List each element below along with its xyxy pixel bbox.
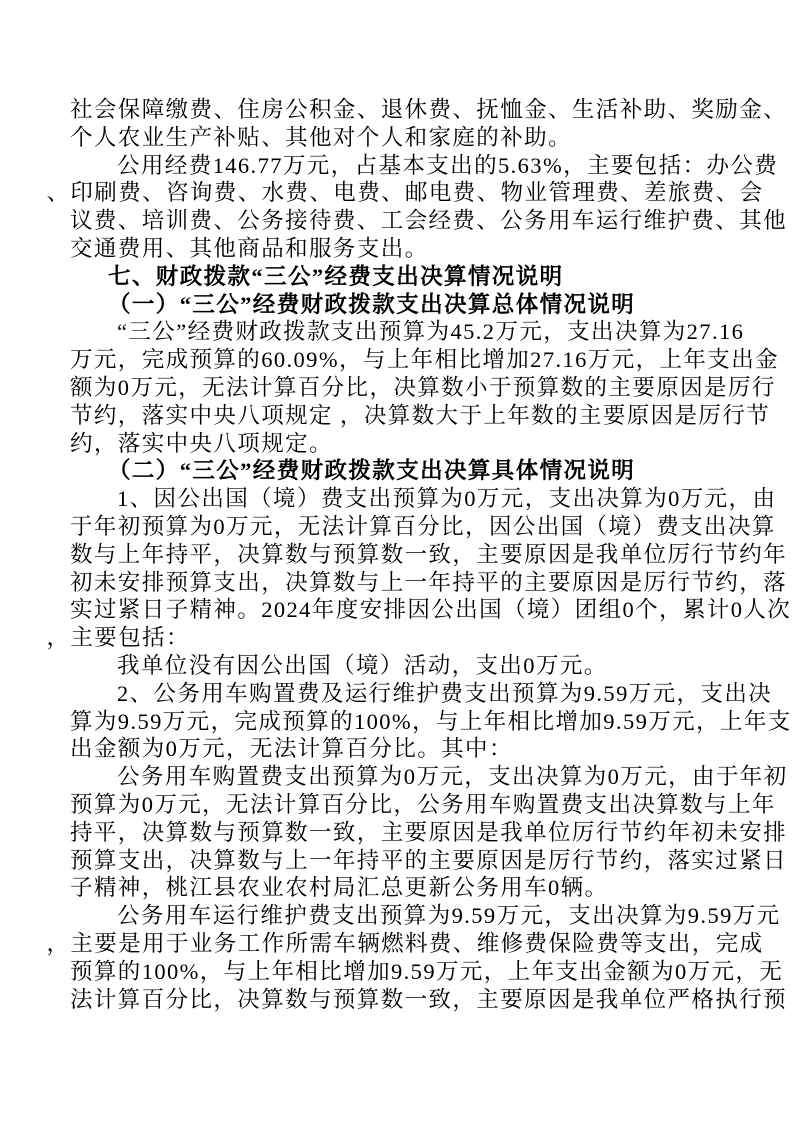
text-line: 个人农业生产补贴、其他对个人和家庭的补助。 (70, 124, 572, 150)
text-line: 公务用车购置费支出预算为0万元，支出决算为0万元，由于年初 (117, 764, 788, 790)
text-line: 万元，完成预算的60.09%，与上年相比增加27.16万元，上年支出金 (70, 347, 779, 373)
text-line: 持平，决算数与预算数一致，主要原因是我单位厉行节约年初未安排 (70, 819, 788, 845)
text-line: 额为0万元，无法计算百分比，决算数小于预算数的主要原因是厉行 (70, 374, 776, 400)
text-line: 2、公务用车购置费及运行维护费支出预算为9.59万元，支出决 (117, 680, 773, 706)
text-line: 议费、培训费、公务接待费、工会经费、公务用车运行维护费、其他 (70, 208, 788, 234)
text-line: ，主要包括： (46, 625, 190, 651)
text-line: 子精神，桃江县农业农村局汇总更新公务用车0辆。 (70, 875, 609, 901)
text-line: 预算的100%，与上年相比增加9.59万元，上年支出金额为0万元，无 (70, 958, 784, 984)
text-line: 交通费用、其他商品和服务支出。 (70, 235, 429, 261)
text-line: ，主要是用于业务工作所需车辆燃料费、维修费保险费等支出，完成 (46, 930, 764, 956)
text-line: 、印刷费、咨询费、水费、电费、邮电费、物业管理费、差旅费、会 (46, 180, 764, 206)
text-line: 于年初预算为0万元，无法计算百分比，因公出国（境）费支出决算 (70, 513, 776, 539)
text-line: 社会保障缴费、住房公积金、退休费、抚恤金、生活补助、奖励金、 (70, 97, 788, 122)
text-line: 公用经费146.77万元，占基本支出的5.63%，主要包括：办公费 (117, 152, 779, 178)
text-line: 初未安排预算支出，决算数与上一年持平的主要原因是厉行节约，落 (70, 569, 788, 595)
text-line: 预算为0万元，无法计算百分比，公务用车购置费支出决算数与上年 (70, 791, 776, 817)
text-line: 法计算百分比，决算数与预算数一致，主要原因是我单位严格执行预 (70, 986, 788, 1012)
text-line: 节约，落实中央八项规定 ，决算数大于上年数的主要原因是厉行节 (70, 402, 771, 428)
text-line: 公务用车运行维护费支出预算为9.59万元，支出决算为9.59万元 (117, 903, 781, 929)
text-line: 预算支出，决算数与上一年持平的主要原因是厉行节约，落实过紧日 (70, 847, 788, 873)
section-heading: （一）“三公”经费财政拨款支出决算总体情况说明 (108, 291, 636, 317)
document-text (46, 96, 792, 1013)
text-line: 约，落实中央八项规定。 (70, 430, 333, 456)
section-heading: （二）“三公”经费财政拨款支出决算具体情况说明 (108, 458, 636, 484)
section-heading: 七、财政拨款“三公”经费支出决算情况说明 (108, 263, 564, 289)
text-line: “三公”经费财政拨款支出预算为45.2万元，支出决算为27.16 (117, 319, 745, 345)
text-line: 出金额为0万元，无法计算百分比。其中： (70, 736, 513, 762)
text-line: 我单位没有因公出国（境）活动，支出0万元。 (117, 652, 608, 678)
text-line: 算为9.59万元，完成预算的100%，与上年相比增加9.59万元，上年支 (70, 708, 792, 734)
text-line: 数与上年持平，决算数与预算数一致，主要原因是我单位厉行节约年 (70, 541, 788, 567)
text-line: 实过紧日子精神。2024年度安排因公出国（境）团组0个，累计0人次 (70, 597, 792, 623)
text-line: 1、因公出国（境）费支出预算为0万元，支出决算为0万元，由 (117, 486, 777, 512)
